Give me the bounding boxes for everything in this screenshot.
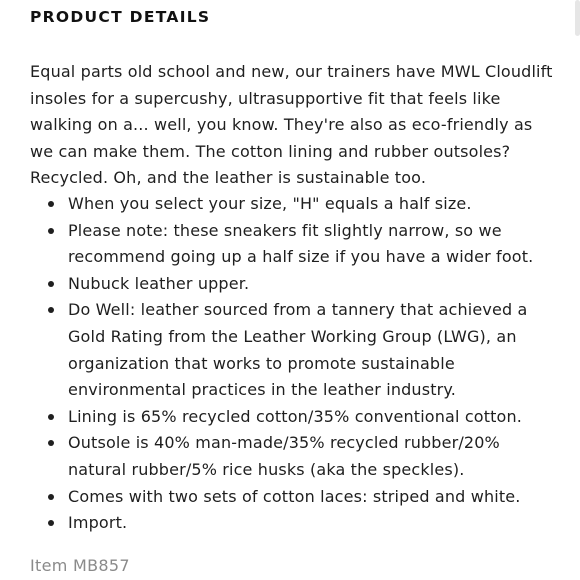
bullet-dot-icon xyxy=(48,414,54,420)
list-item xyxy=(30,430,554,483)
bullet-dot-icon xyxy=(48,440,54,446)
product-details-panel xyxy=(30,0,554,580)
bullet-dot-icon xyxy=(48,520,54,526)
list-item-text: When you select your size, "H" equals a half size. xyxy=(68,194,472,213)
list-item-text: Import. xyxy=(68,513,128,533)
section-title: PRODUCT DETAILS xyxy=(30,8,211,26)
bullet-dot-icon xyxy=(48,201,54,207)
bullet-dot-icon xyxy=(48,494,54,500)
list-item-text: Outsole is 40% man-made/35% recycled rubber/20% natural rubber/5% rice husks (aka the speckles). xyxy=(68,433,500,479)
product-feature-list xyxy=(30,191,554,537)
bullet-dot-icon xyxy=(48,281,54,287)
list-item-text: Lining is 65% recycled cotton/35% conventional cotton. xyxy=(68,406,523,426)
list-item xyxy=(30,297,554,403)
list-item xyxy=(30,271,554,298)
list-item-text: Comes with two sets of cotton laces: striped and white. xyxy=(68,486,521,506)
list-item xyxy=(30,510,554,537)
bullet-dot-icon xyxy=(48,228,54,234)
list-item-text: Nubuck leather upper. xyxy=(68,273,250,293)
scrollbar[interactable] xyxy=(575,0,580,36)
list-item-text: Do Well: leather sourced from a tannery that achieved a Gold Rating from the Leather Working Group (LWG), an organization that works to promote sustainable environmental practices in the leather industry. xyxy=(68,300,528,400)
list-item xyxy=(30,404,554,431)
list-item xyxy=(30,191,554,218)
bullet-dot-icon xyxy=(48,307,54,313)
list-item xyxy=(30,484,554,511)
list-item-text: Please note: these sneakers fit slightly narrow, so we recommend going up a half size if you have a wider foot. xyxy=(68,220,534,267)
list-item xyxy=(30,218,554,271)
item-number: Item MB857 xyxy=(30,556,130,575)
product-description: Equal parts old school and new, our trainers have MWL Cloudlift insoles for a supercushy, ultrasupportive fit that feels like walking on a... well, you know. They're also as eco-friendly as we can make them. The cotton lining and rubber outsoles? Recycled. Oh, and the leather is sustainable too. xyxy=(30,62,553,188)
